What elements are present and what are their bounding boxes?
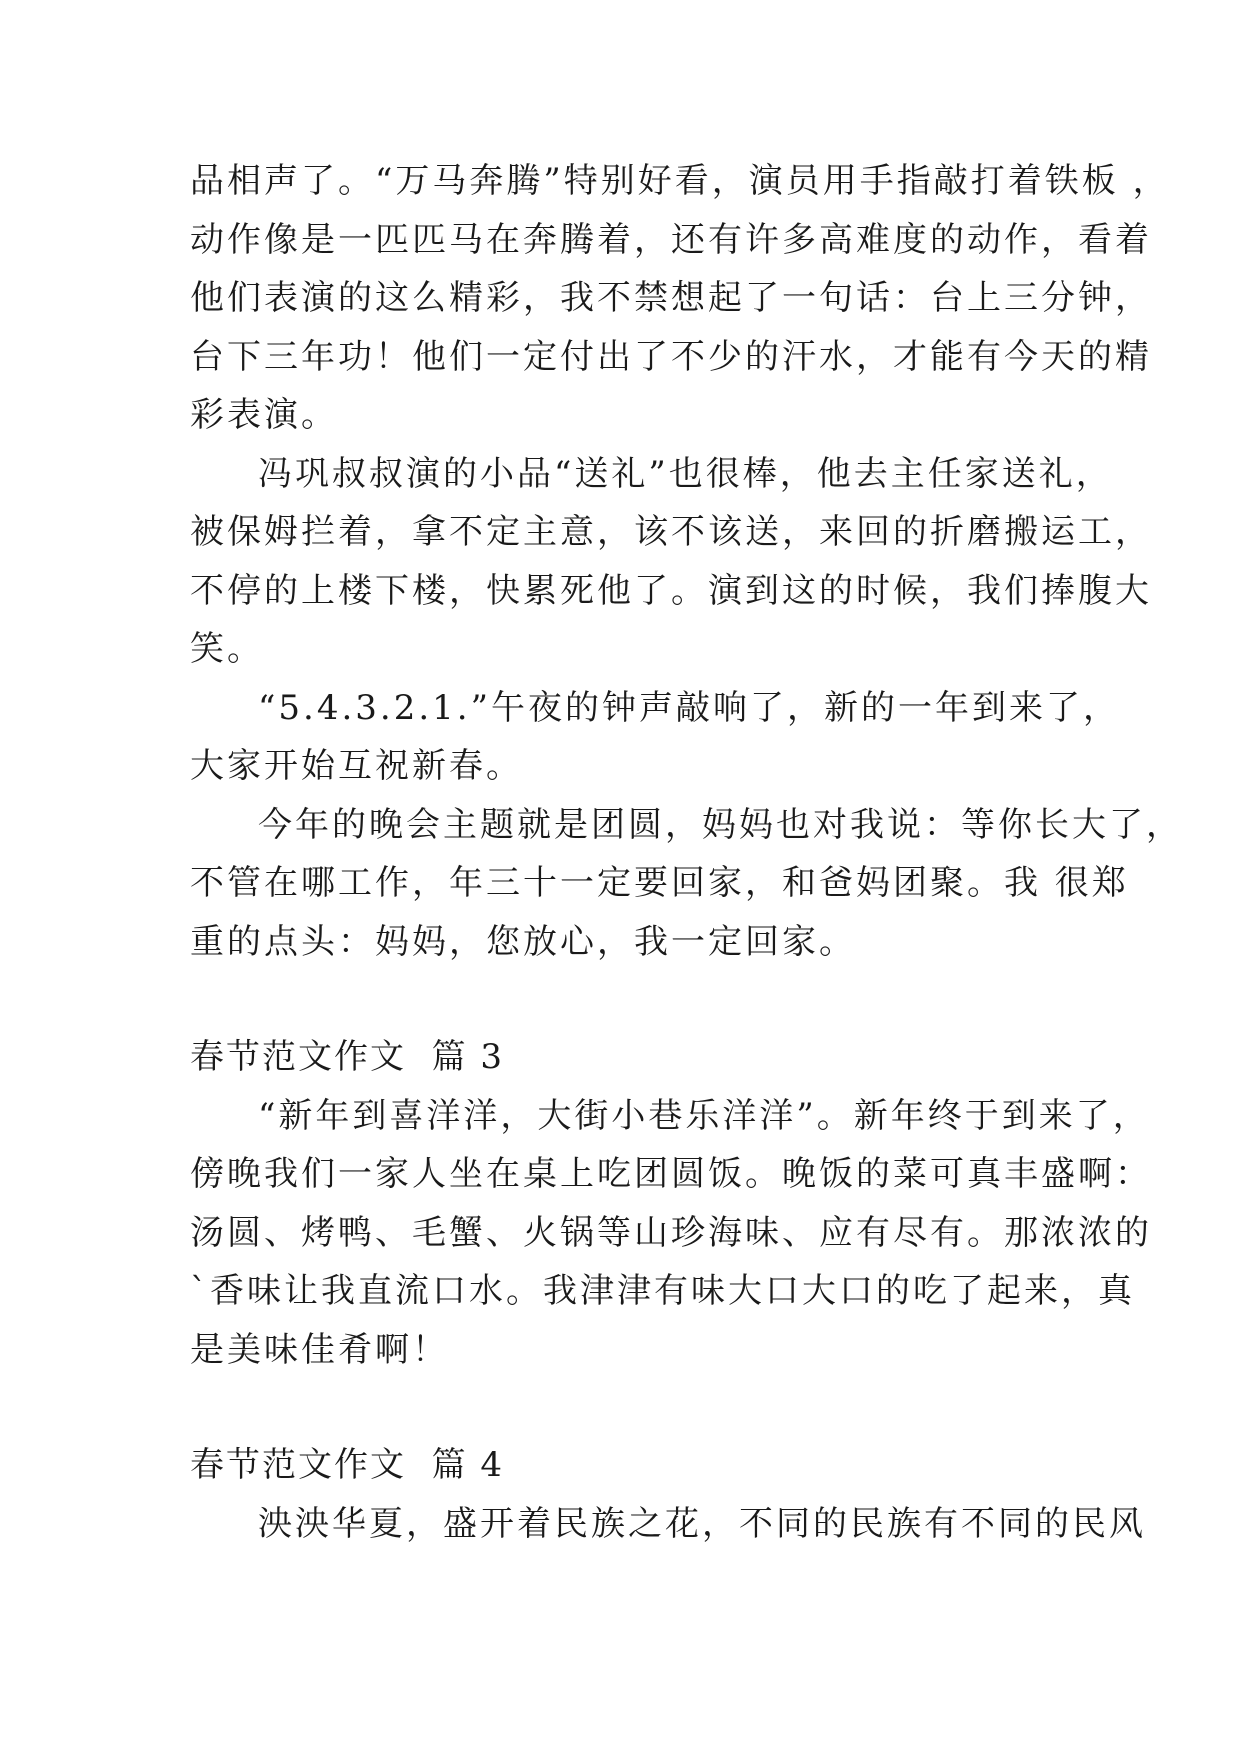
text-line: 大家开始互祝新春。 — [190, 746, 523, 786]
text-line: 不管在哪工作，年三十一定要回家，和爸妈团聚。我 很郑 — [190, 863, 1129, 903]
text-line: “新年到喜洋洋，大街小巷乐洋洋”。新年终于到来了， — [258, 1095, 1150, 1136]
section-gap — [190, 1379, 1060, 1436]
text-line: `香味让我直流口水。我津津有味大口大口的吃了起来，真 — [190, 1271, 1135, 1311]
text-line: 品相声了。“万马奔腾”特别好看，演员用手指敲打着铁板 ， — [190, 161, 1170, 201]
text-line: “5.4.3.2.1.”午夜的钟声敲响了，新的一年到来了， — [258, 687, 1120, 728]
section-heading: 春节范文作文 篇 3 — [190, 1037, 505, 1077]
section-heading: 春节范文作文 篇 4 — [190, 1445, 505, 1485]
text-line: 泱泱华夏，盛开着民族之花，不同的民族有不同的民风 — [258, 1503, 1146, 1544]
text-line: 今年的晚会主题就是团圆，妈妈也对我说：等你长大了， — [258, 804, 1183, 845]
text-line: 他们表演的这么精彩，我不禁想起了一句话：台上三分钟， — [190, 278, 1152, 318]
document-body — [190, 152, 1183, 1553]
paragraph — [190, 1087, 1152, 1380]
text-line: 冯巩叔叔演的小品“送礼”也很棒，他去主任家送礼， — [258, 453, 1113, 494]
text-line: 台下三年功！他们一定付出了不少的汗水，才能有今天的精 — [190, 336, 1152, 377]
text-line: 动作像是一匹匹马在奔腾着，还有许多高难度的动作，看着 — [190, 219, 1152, 260]
paragraph — [190, 445, 1152, 679]
paragraph — [190, 796, 1183, 972]
paragraph — [190, 1495, 1146, 1554]
text-line: 汤圆、烤鸭、毛蟹、火锅等山珍海味、应有尽有。那浓浓的 — [190, 1212, 1152, 1253]
text-line: 是美味佳肴啊！ — [190, 1329, 449, 1370]
paragraph — [190, 679, 1120, 796]
text-line: 重的点头：妈妈，您放心，我一定回家。 — [190, 921, 856, 962]
text-line: 傍晚我们一家人坐在桌上吃团圆饭。晚饭的菜可真丰盛啊： — [190, 1154, 1152, 1194]
text-line: 笑。 — [190, 629, 264, 669]
section-gap — [190, 971, 1060, 1028]
text-line: 彩表演。 — [190, 395, 338, 435]
text-line: 不停的上楼下楼，快累死他了。演到这的时候，我们捧腹大 — [190, 570, 1152, 611]
paragraph — [190, 152, 1170, 445]
text-line: 被保姆拦着，拿不定主意，该不该送，来回的折磨搬运工， — [190, 512, 1152, 552]
